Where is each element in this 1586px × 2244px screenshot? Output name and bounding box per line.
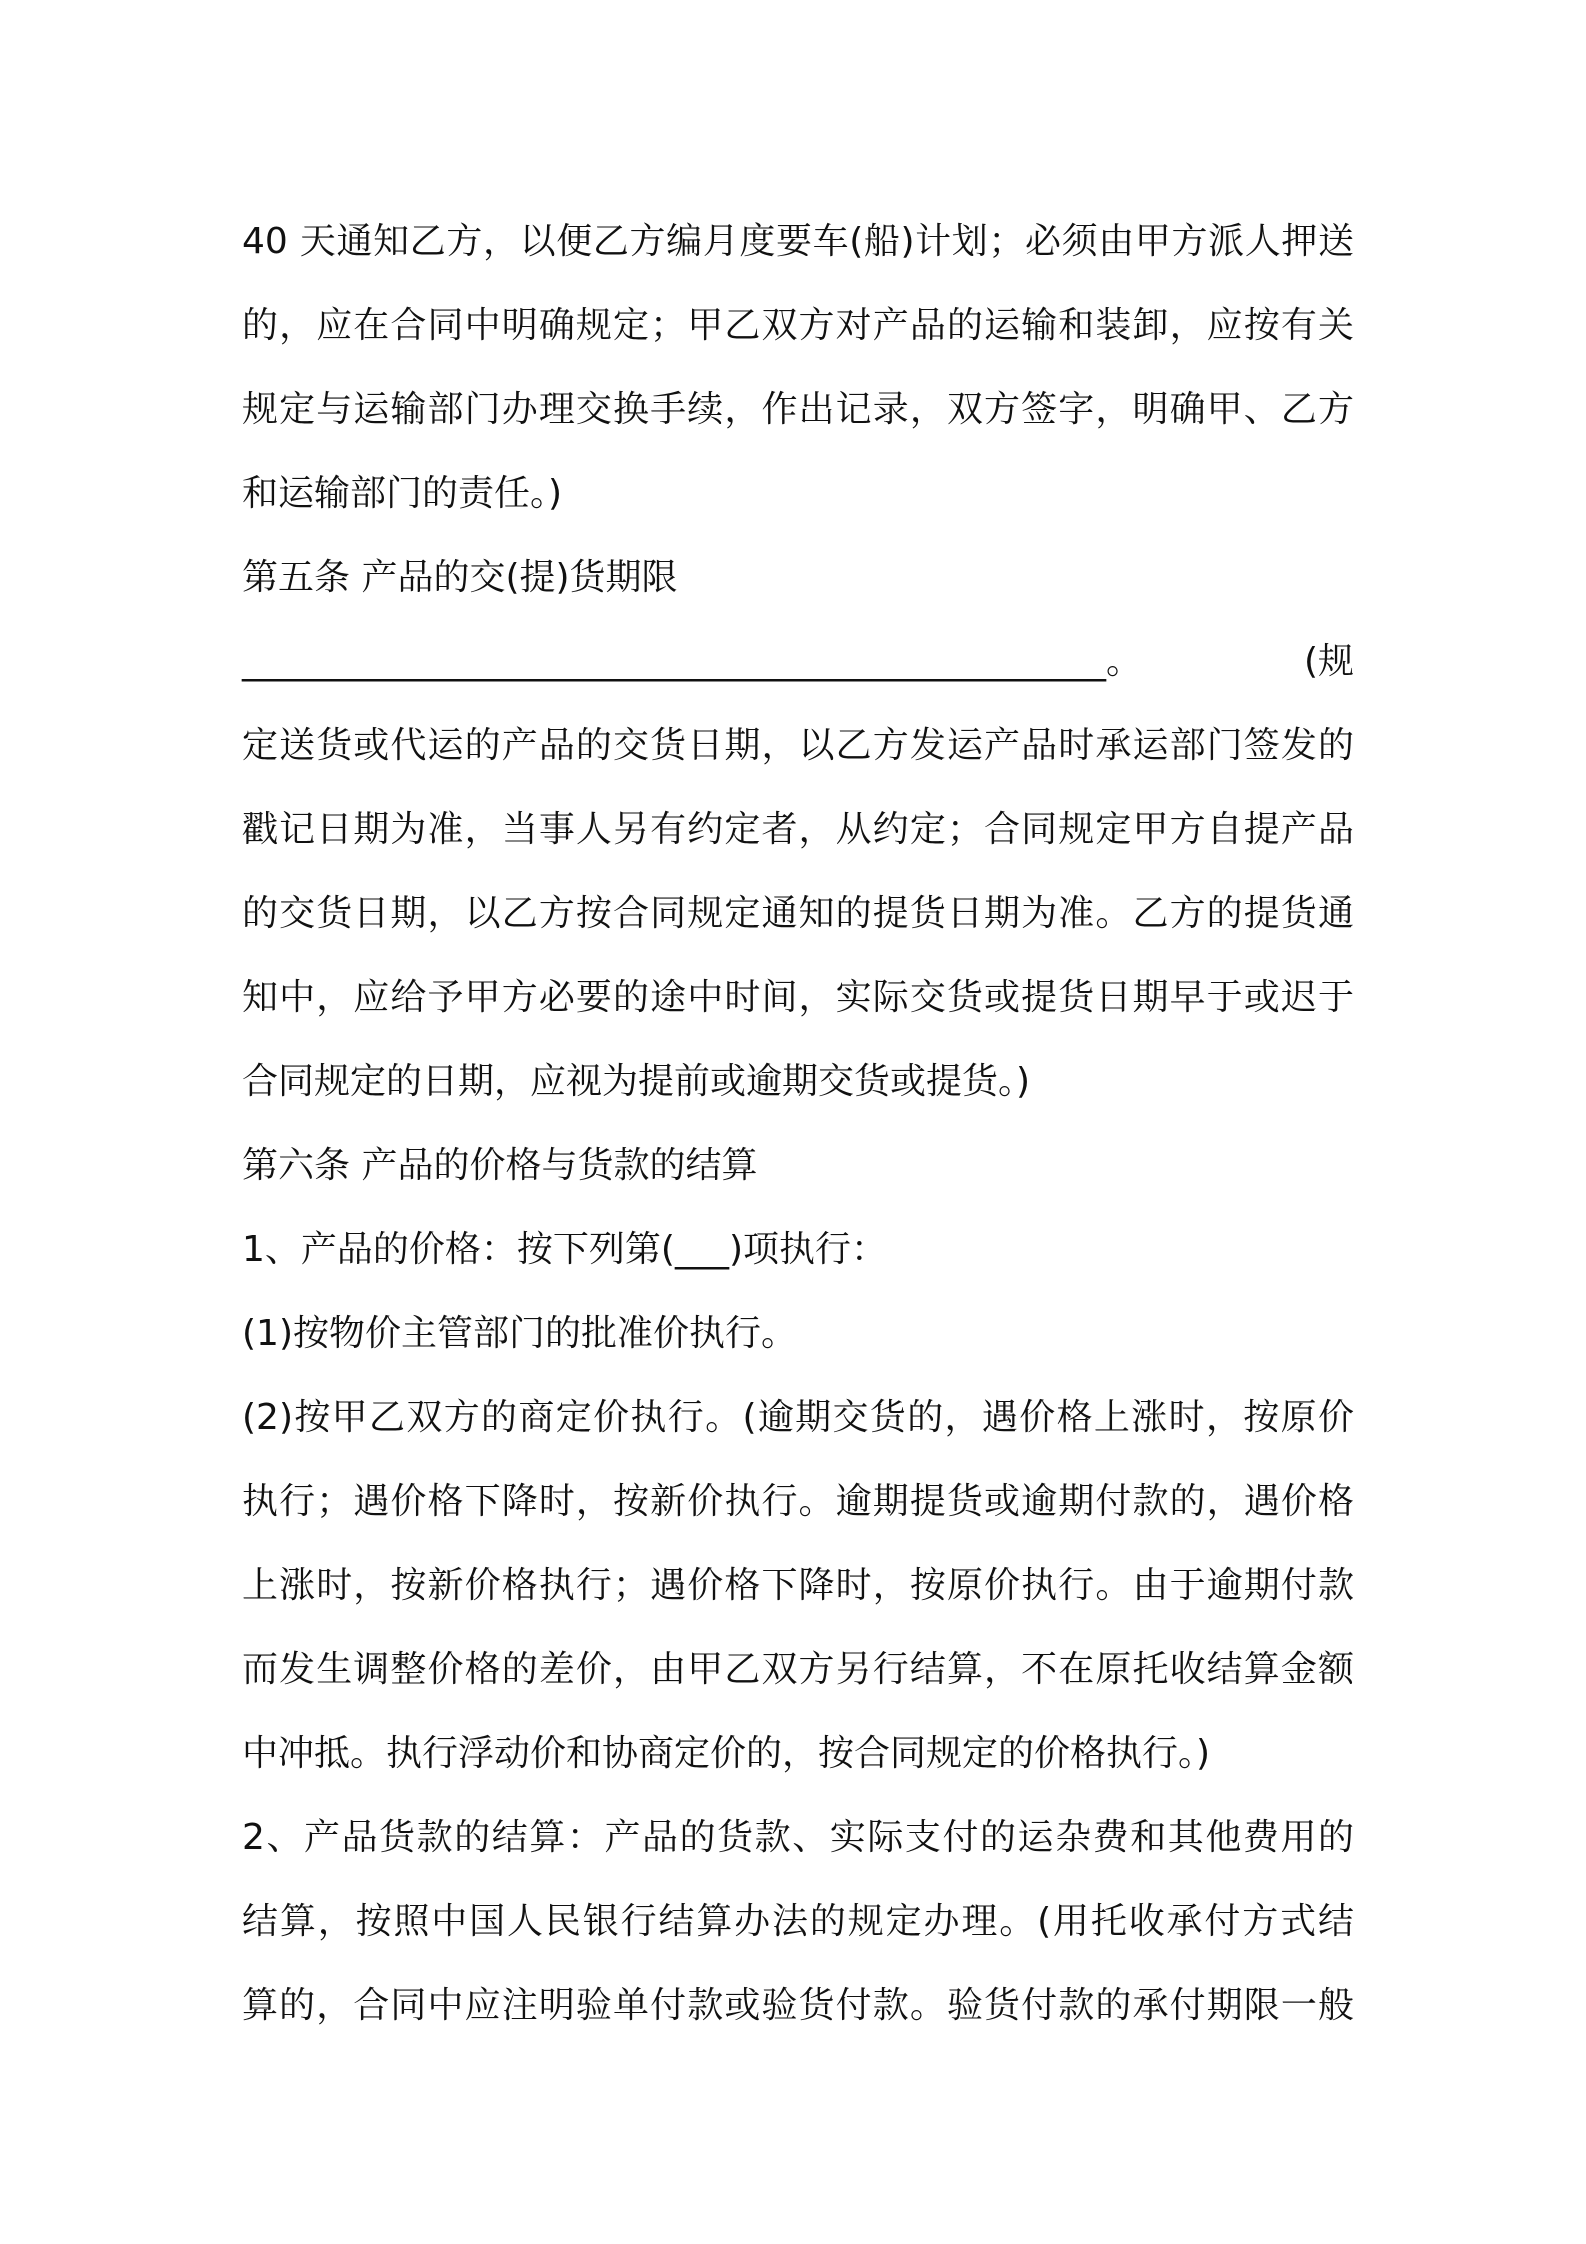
text-line: 的交货日期，以乙方按合同规定通知的提货日期为准。乙方的提货通 [242,893,1354,934]
list-item: 2、产品货款的结算：产品的货款、实际支付的运杂费和其他费用的 [242,1817,1354,1858]
list-item: (2)按甲乙双方的商定价执行。(逾期交货的，遇价格上涨时，按原价 [242,1397,1354,1438]
text-line: 规定与运输部门办理交换手续，作出记录，双方签字，明确甲、乙方 [242,389,1354,430]
fill-in-blank-line [242,620,1354,704]
blank-line-tail: (规 [1303,641,1354,682]
list-item: (1)按物价主管部门的批准价执行。 [242,1313,797,1354]
text-line: 合同规定的日期，应视为提前或逾期交货或提货。) [242,1061,1031,1102]
text-line: 结算，按照中国人民银行结算办法的规定办理。(用托收承付方式结 [242,1901,1354,1942]
text-line: 知中，应给予甲方必要的途中时间，实际交货或提货日期早于或迟于 [242,977,1354,1018]
blank-underline: ________________________________________________。 [242,641,1142,682]
text-line: 的，应在合同中明确规定；甲乙双方对产品的运输和装卸，应按有关 [242,305,1354,346]
text-line: 上涨时，按新价格执行；遇价格下降时，按原价执行。由于逾期付款 [242,1565,1354,1606]
text-line: 执行；遇价格下降时，按新价执行。逾期提货或逾期付款的，遇价格 [242,1481,1354,1522]
document-body [242,200,1354,2048]
article-heading: 第五条 产品的交(提)货期限 [242,557,678,598]
text-line: 而发生调整价格的差价，由甲乙双方另行结算，不在原托收结算金额 [242,1649,1354,1690]
text-line: 和运输部门的责任。) [242,473,563,514]
text-line: 40 天通知乙方，以便乙方编月度要车(船)计划；必须由甲方派人押送 [242,221,1354,262]
text-line: 算的，合同中应注明验单付款或验货付款。验货付款的承付期限一般 [242,1985,1354,2026]
list-item: 1、产品的价格：按下列第(___)项执行： [242,1229,887,1270]
text-line: 戳记日期为准，当事人另有约定者，从约定；合同规定甲方自提产品 [242,809,1354,850]
article-heading: 第六条 产品的价格与货款的结算 [242,1145,758,1186]
text-line: 定送货或代运的产品的交货日期，以乙方发运产品时承运部门签发的 [242,725,1354,766]
text-line: 中冲抵。执行浮动价和协商定价的，按合同规定的价格执行。) [242,1733,1211,1774]
